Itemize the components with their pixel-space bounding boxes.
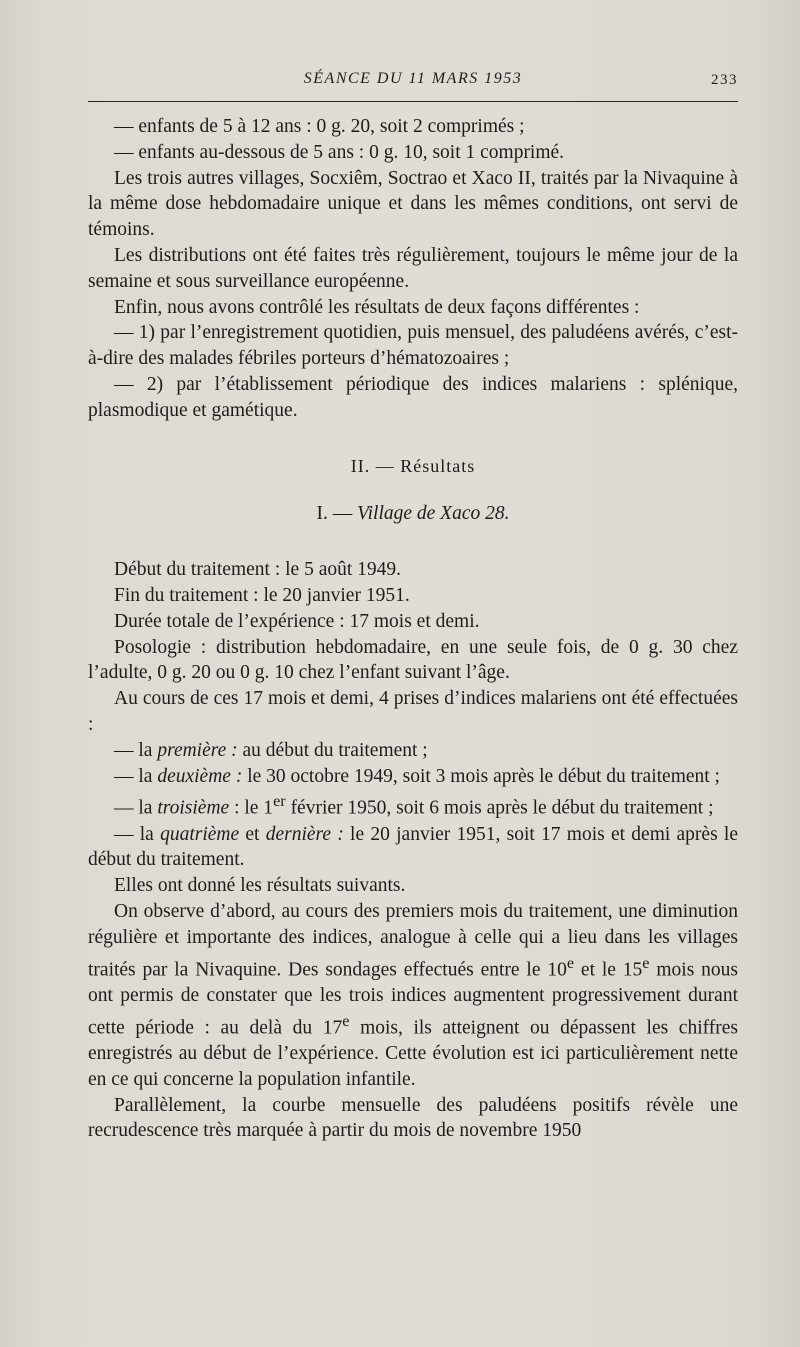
header-rule — [88, 101, 738, 102]
subsection-title: Village de Xaco 28. — [357, 503, 510, 525]
paragraph: — la troisième : le 1er février 1950, soit 6 mois après le début du traitement ; — [114, 792, 714, 819]
running-title: SÉANCE DU 11 MARS 1953 — [303, 70, 523, 87]
paragraph: Durée totale de l’expérience : 17 mois et demi. — [114, 610, 480, 632]
section-heading: II. — Résultats — [350, 455, 476, 476]
paragraph: Les distributions ont été faites très régulièrement, toujours le même jour de la semaine et sous surveillance européenne. — [88, 244, 738, 292]
paragraph: — la première : au début du traitement ; — [114, 739, 428, 761]
paragraph: Les trois autres villages, Socxiêm, Soctrao et Xaco II, traités par la Nivaquine à la même dose hebdomadaire unique et dans les mêmes conditions, ont servi de témoins. — [88, 167, 738, 241]
paragraph: Posologie : distribution hebdomadaire, en une seule fois, de 0 g. 30 chez l’adulte, 0 g. 20 ou 0 g. 10 chez l’enfant suivant l’âge. — [88, 636, 738, 684]
paragraph: Parallèlement, la courbe mensuelle des paludéens positifs révèle une recrudescence très marquée à partir du mois de novembre 1950 — [88, 1094, 738, 1142]
paragraph: — 2) par l’établissement périodique des indices malariens : splénique, plasmodique et gamétique. — [88, 373, 738, 421]
subsection-heading — [88, 501, 738, 527]
page-header — [88, 70, 738, 94]
paragraph: Au cours de ces 17 mois et demi, 4 prises d’indices malariens ont été effectuées : — [88, 688, 738, 735]
body-text — [88, 114, 738, 1144]
paragraph: — la deuxième : le 30 octobre 1949, soit 3 mois après le début du traitement ; — [114, 765, 720, 787]
paragraph: — enfants de 5 à 12 ans : 0 g. 20, soit 2 comprimés ; — [114, 116, 525, 137]
paragraph: Début du traitement : le 5 août 1949. — [114, 559, 402, 581]
subsection-number: I. — — [316, 503, 353, 525]
paragraph: — enfants au-dessous de 5 ans : 0 g. 10, soit 1 comprimé. — [114, 141, 565, 163]
paragraph: Elles ont donné les résultats suivants. — [114, 875, 406, 897]
page-number: 233 — [711, 72, 738, 88]
paragraph: Fin du traitement : le 20 janvier 1951. — [114, 584, 410, 606]
paragraph: Enfin, nous avons contrôlé les résultats de deux façons différentes : — [114, 296, 640, 318]
paragraph: — la quatrième et dernière : le 20 janvier 1951, soit 17 mois et demi après le début du traitement. — [88, 823, 738, 871]
paragraph: — 1) par l’enregistrement quotidien, puis mensuel, des paludéens avérés, c’est-à-dire des malades fébriles porteurs d’hématozoaires ; — [88, 322, 738, 370]
paragraph: On observe d’abord, au cours des premiers mois du traitement, une diminution régulière et importante des indices, analogue à celle qui a lieu dans les villages traités par la Nivaquine. Des sondages effectués entre le 10e et le 15e mois nous ont permis de constater que les trois indices augmentent progressivement durant cette période : au delà du 17e mois, ils atteignent ou dépassent les chiffres enregistrés au début de l’expérience. Cette évolution est ici particulièrement nette en ce qui concerne la population infantile. — [88, 901, 738, 1090]
